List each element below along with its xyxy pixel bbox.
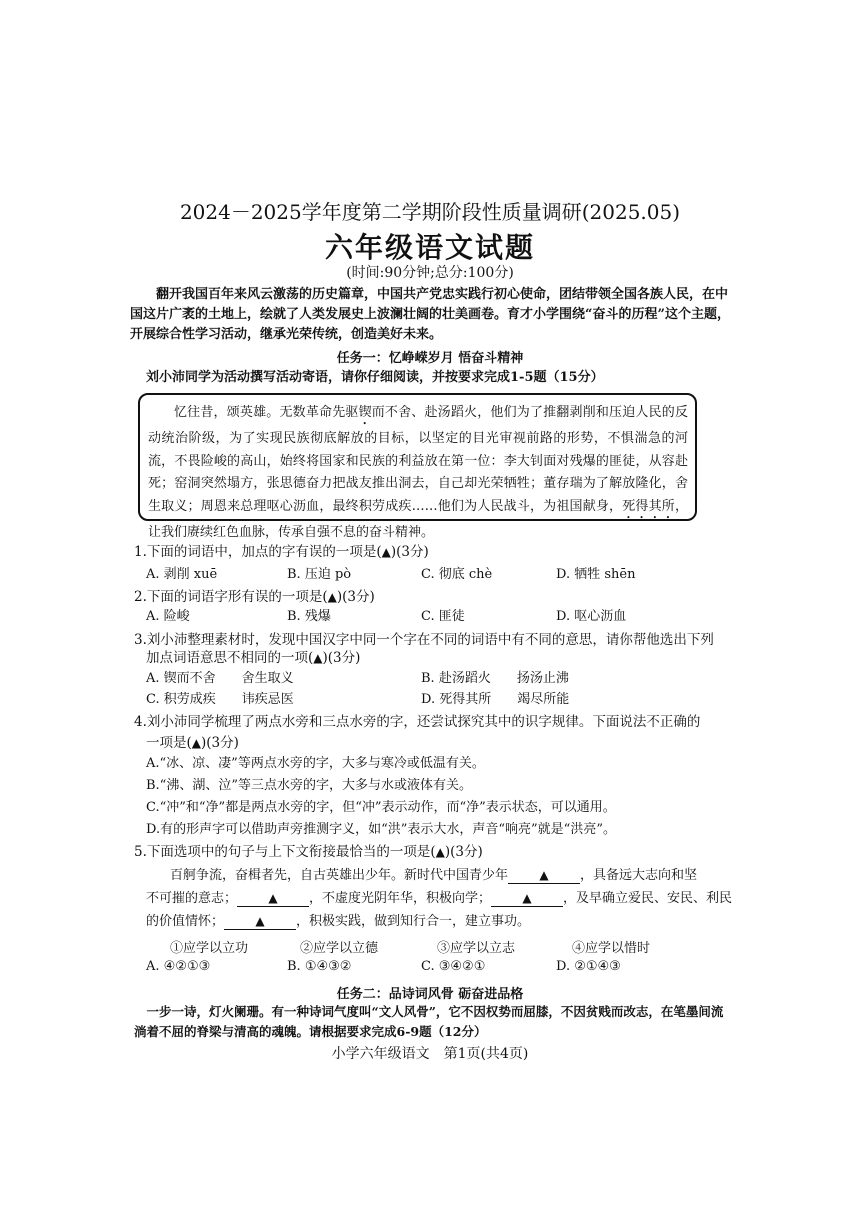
q5-passage-line1: [170, 864, 697, 884]
answer-blank-triangle-icon: ▲: [327, 590, 337, 604]
q5-passage-line2: [146, 887, 732, 907]
q1-score: )(3分): [390, 544, 429, 560]
q5-score: )(3分): [444, 844, 483, 860]
q3-option-c: C. 积劳成疾 讳疾忌医: [146, 692, 294, 707]
q5-choice-3: ③应学以立志: [437, 941, 516, 956]
q1-option-c: C. 彻底 chè: [421, 567, 493, 582]
activity-passage: [148, 402, 688, 544]
q5-text: 百舸争流，奋楫者先，自古英雄出少年。新时代中国青少年: [170, 868, 509, 883]
q3-stem-text: 加点词语意思不相同的一项(: [146, 650, 314, 666]
answer-blank-triangle-icon: ▲: [381, 545, 391, 559]
q5-choice-2: ②应学以立德: [300, 941, 379, 956]
q3-score: )(3分): [322, 650, 361, 666]
q2-score: )(3分): [336, 589, 375, 605]
fill-blank: [508, 868, 580, 884]
fill-blank: [237, 891, 309, 907]
q5-choice-1: ①应学以立功: [170, 941, 249, 956]
q2-stem-text: 2.下面的词语字形有误的一项是(: [134, 589, 328, 605]
intro-paragraph: 翻开我国百年来风云激荡的历史篇章，中国共产党忠实践行初心使命，团结带领全国各族人民，在中国这片广袤的土地上，绘就了人类发展史上波澜壮阔的壮美画卷。育才小学围绕“奋斗的历程”这个主题，开展综合性学习活动，继承光荣传统，创造美好未来。: [130, 287, 730, 342]
passage-text-1: 忆往昔，颂英雄。无数革命先驱: [174, 405, 359, 420]
answer-blank-triangle-icon: ▲: [191, 736, 202, 750]
answer-blank-triangle-icon: ▲: [539, 868, 549, 882]
task1-instruction: 刘小沛同学为活动撰写活动寄语，请你仔细阅读，并按要求完成1-5题（15分）: [146, 370, 604, 385]
answer-blank-triangle-icon: ▲: [313, 651, 323, 665]
page-footer: 小学六年级语文 第1页(共4页): [331, 1046, 529, 1062]
q5-passage-line3: [146, 910, 530, 930]
answer-blank-triangle-icon: ▲: [255, 914, 265, 928]
q5-stem-text: 5.下面选项中的句子与上下文衔接最恰当的一项是(: [134, 844, 436, 860]
q2-option-b: B. 残爆: [287, 609, 331, 624]
fill-blank: [224, 914, 296, 930]
question-4-stem-line1: 4.刘小沛同学梳理了两点水旁和三点水旁的字，还尝试探究其中的识字规律。下面说法不正确的: [134, 714, 701, 730]
q4-option-c: C.“冲”和“净”都是两点水旁的字，但“冲”表示动作，而“净”表示状态，可以通用。: [146, 800, 616, 815]
passage-text-3: ，让我们赓续红色血脉，传承自强不息的奋斗精神。: [148, 498, 688, 540]
q2-option-a: A. 险峻: [146, 609, 190, 624]
passage-text-2: 而不舍、赴汤蹈火，他们为了推翻剥削和压迫人民的反动统治阶级，为了实现民族彻底解放的目标，以坚定的目光审视前路的形势，不惧湍急的河流，不畏险峻的高山，始终将国家和民族的利益放在第一位：李大钊面对残爆的匪徒，从容赴死；窑洞突然塌方，张思德奋力把战友推出洞去，自己却光荣牺牲；董存瑞为了解放隆化，舍生取义；周恩来总理呕心沥血，最终积劳成疾……他们为人民战斗，为祖国献身，: [148, 405, 688, 514]
q4-option-b: B.“沸、湖、泣”等三点水旁的字，大多与水或液体有关。: [146, 778, 472, 793]
q1-option-a: A. 剥削 xuē: [146, 567, 218, 582]
q4-option-d: D.有的形声字可以借助声旁推测字义，如“洪”表示大水，声音“响亮”就是“洪亮”。: [146, 822, 616, 837]
q2-option-c: C. 匪徒: [421, 609, 465, 624]
task2-instruction: 一步一诗，灯火阑珊。有一种诗词气度叫“文人风骨”，它不因权势而屈膝，不因贫贱而改志，在笔墨间流淌着不屈的脊梁与清高的魂魄。请根据要求完成6-9题（12分）: [134, 1004, 724, 1039]
q1-stem-text: 1.下面的词语中，加点的字有误的一项是(: [134, 544, 382, 560]
question-3-stem-line1: 3.刘小沛整理素材时，发现中国汉字中同一个字在不同的词语中有不同的意思，请你帮他选出下列: [134, 632, 714, 648]
task1-heading: 任务一：忆峥嵘岁月 悟奋斗精神: [336, 351, 524, 366]
answer-blank-triangle-icon: ▲: [522, 891, 532, 905]
q5-option-c: C. ③④②①: [421, 959, 486, 974]
q5-option-d: D. ②①④③: [556, 959, 621, 974]
answer-blank-triangle-icon: ▲: [435, 845, 445, 859]
q5-text: ，及早确立爱民、安民、利民: [563, 891, 733, 906]
q3-option-b: B. 赴汤蹈火 扬汤止沸: [421, 671, 569, 686]
q5-option-b: B. ①④③②: [287, 959, 352, 974]
question-5-stem: [134, 840, 483, 860]
q5-text: 不可摧的意志；: [146, 891, 238, 906]
exam-time-info: (时间:90分钟;总分:100分): [346, 265, 514, 281]
q5-text: ，不虚度光阴年华，积极向学；: [309, 891, 492, 906]
q5-choice-4: ④应学以惜时: [572, 941, 651, 956]
q4-score: )(3分): [201, 735, 239, 751]
passage-dotted-2: 死得其所: [622, 498, 675, 514]
q5-text: 的价值情怀；: [146, 914, 225, 929]
question-2-stem: [134, 585, 375, 605]
exam-subject-title: 六年级语文试题: [324, 231, 535, 264]
task2-heading: 任务二：品诗词风骨 砺奋进品格: [336, 987, 524, 1002]
q4-option-a: A.“冰、凉、凄”等两点水旁的字，大多与寒冷或低温有关。: [146, 756, 485, 771]
question-1-stem: [134, 540, 429, 560]
q5-option-a: A. ④②①③: [146, 959, 211, 974]
q1-option-d: D. 牺牲 shēn: [556, 567, 636, 582]
answer-blank-triangle-icon: ▲: [268, 891, 278, 905]
exam-title: 2024－2025学年度第二学期阶段性质量调研(2025.05): [179, 200, 681, 224]
question-3-stem-line2: [146, 646, 360, 666]
q4-stem-text: 一项是(: [146, 735, 192, 751]
fill-blank: [491, 891, 563, 907]
q3-option-a: A. 锲而不舍 舍生取义: [146, 671, 294, 686]
q2-option-d: D. 呕心沥血: [556, 609, 627, 624]
passage-dotted-1: 锲: [358, 405, 372, 420]
q1-option-b: B. 压迫 pò: [287, 567, 352, 582]
q5-text: ，积极实践，做到知行合一，建立事功。: [296, 914, 531, 929]
question-4-stem-line2: [146, 731, 239, 751]
q3-option-d: D. 死得其所 竭尽所能: [421, 692, 570, 707]
q5-text: ，具备远大志向和坚: [580, 868, 698, 883]
